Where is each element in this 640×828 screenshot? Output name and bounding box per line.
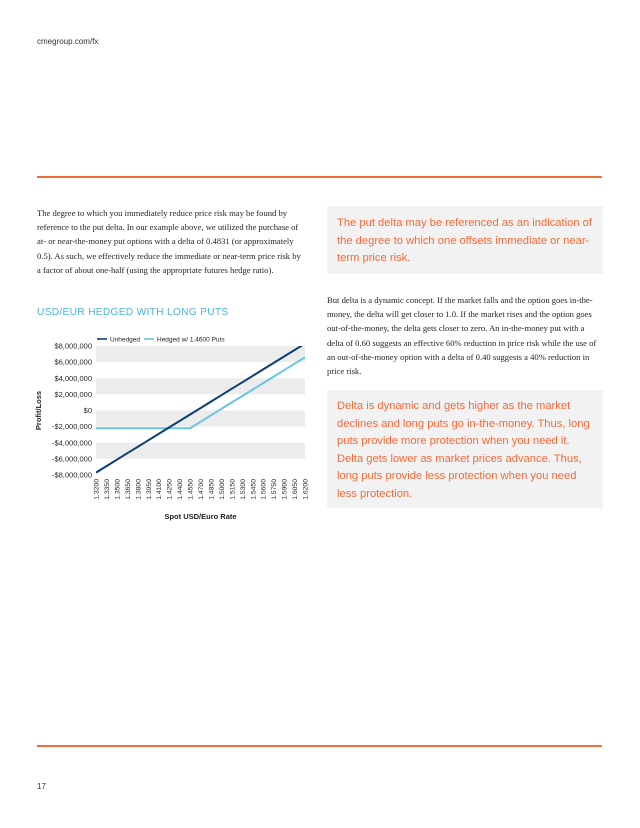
x-axis-title: Spot USD/Euro Rate: [164, 512, 237, 521]
x-tick-label: 1.4700: [198, 479, 205, 500]
x-tick-label: 1.5450: [250, 479, 258, 500]
bottom-divider: [37, 745, 602, 747]
x-tick-label: 1.5750: [271, 479, 279, 500]
page-number: 17: [37, 782, 46, 791]
plot-band: [96, 346, 305, 362]
y-tick-label: -$8,000,000: [51, 470, 92, 480]
y-tick-label: -$2,000,000: [51, 422, 92, 432]
delta-dynamic-paragraph: But delta is a dynamic concept. If the market falls and the option goes in-the-money, the delta will get closer to 1.0. If the market rises and the option goes out-of-the-money, the delta gets closer to zero. An in-the-money put with a delta of 0.60 suggests an effective 60% reduction in price risk while the use of an out-of-the-money option with a delta of 0.40 suggests a 40% reduction in price risk.: [327, 295, 597, 377]
legend-label-hedged: Hedged w/ 1.4600 Puts: [157, 336, 225, 344]
x-tick-label: 1.3350: [103, 479, 111, 500]
y-tick-label: $6,000,000: [54, 357, 92, 367]
plot-band: [96, 378, 305, 394]
x-tick-label: 1.6200: [302, 479, 310, 500]
plot-band: [96, 459, 305, 475]
legend-label-unhedged: Unhedged: [110, 336, 140, 344]
x-tick-label: 1.3500: [114, 479, 122, 500]
callout-put-delta: [327, 206, 603, 274]
x-tick-label: 1.4400: [177, 479, 185, 500]
y-tick-label: $8,000,000: [54, 341, 92, 351]
callout-delta-dynamic-text: Delta is dynamic and gets higher as the market declines and long puts go in-the-money. Thus, long puts provide more protection when you need it. Delta gets lower as market prices advance. Thus, long puts provide less protection when you need less protection.: [337, 400, 590, 500]
y-axis-title: Profit/Loss: [34, 390, 43, 431]
intro-paragraph: The degree to which you immediately reduce price risk may be found by reference to the put delta. In our example above, we utilized the purchase of at- or near-the-money put options with a delta of 0.4831 (or approximately 0.5). As such, we effectively reduce the immediate or near-term price risk by a factor of about one-half (using the appropriate futures hedge ratio).: [37, 208, 301, 275]
y-tick-label: $2,000,000: [54, 389, 92, 399]
x-tick-label: 1.5900: [281, 479, 289, 500]
y-tick-label: -$6,000,000: [51, 454, 92, 464]
y-tick-label: -$4,000,000: [51, 438, 92, 448]
x-tick-label: 1.5600: [260, 479, 268, 500]
x-tick-label: 1.4250: [166, 479, 174, 500]
header-url: cmegroup.com/fx: [37, 37, 99, 46]
x-tick-label: 1.4100: [156, 479, 164, 500]
x-tick-label: 1.5000: [218, 479, 226, 500]
x-tick-label: 1.5150: [229, 479, 237, 500]
x-tick-label: 1.4550: [187, 479, 195, 500]
x-tick-label: 1.3200: [93, 479, 101, 500]
callout-delta-dynamic: [327, 390, 603, 508]
chart-title: USD/EUR HEDGED WITH LONG PUTS: [37, 307, 229, 318]
y-tick-label: $4,000,000: [54, 373, 92, 383]
x-tick-label: 1.4850: [208, 479, 216, 500]
hedge-chart: [30, 326, 320, 526]
y-tick-label: $0: [83, 406, 92, 415]
x-tick-label: 1.3650: [124, 479, 132, 500]
x-tick-label: 1.6050: [292, 479, 300, 500]
x-tick-label: 1.5300: [239, 479, 247, 500]
x-tick-label: 1.3950: [145, 479, 153, 500]
plot-band: [96, 411, 305, 427]
x-tick-label: 1.3800: [135, 479, 143, 500]
callout-put-delta-text: The put delta may be referenced as an indication of the degree to which one offsets immediate or near-term price risk.: [337, 217, 592, 265]
top-divider: [37, 176, 602, 178]
plot-band: [96, 443, 305, 459]
